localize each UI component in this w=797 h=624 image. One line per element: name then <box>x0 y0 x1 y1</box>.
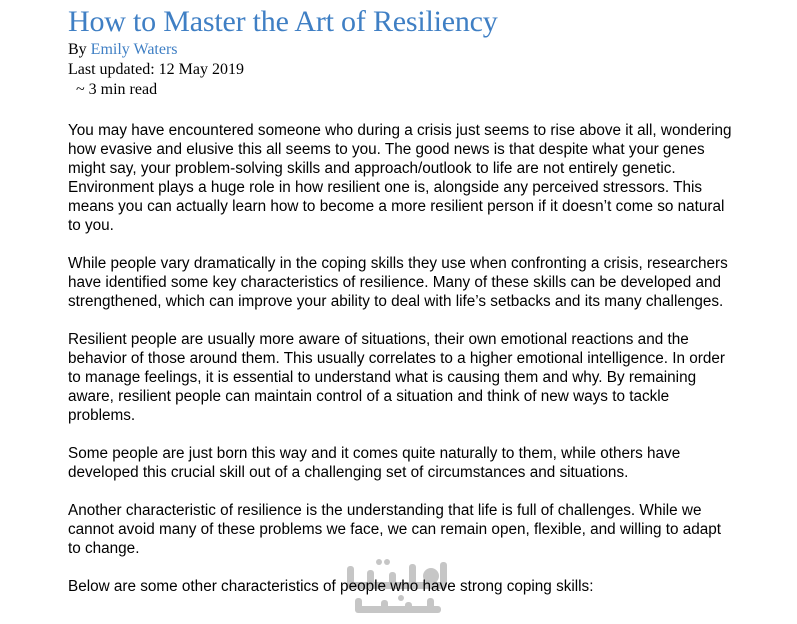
paragraph: You may have encountered someone who during a crisis just seems to rise above it all, wondering how evasive and elusive this all seems to you. The good news is that despite what your genes might say, your problem-solving skills and approach/outlook to life are not entirely genetic. Environment plays a huge role in how resilient one is, alongside any perceived stressors. This means you can actually learn how to become a more resilient person if it doesn’t come so natural to you. <box>68 122 732 234</box>
paragraph: Some people are just born this way and it comes quite naturally to them, while others have developed this crucial skill out of a challenging set of circumstances and situations. <box>68 445 681 481</box>
paragraph: Another characteristic of resilience is the understanding that life is full of challenges. While we cannot avoid many of these problems we face, we can remain open, flexible, and willing to adapt to change. <box>68 502 722 557</box>
byline <box>68 40 768 60</box>
paragraph: Resilient people are usually more aware of situations, their own emotional reactions and the behavior of those around them. This usually correlates to a higher emotional intelligence. In order to manage feelings, it is essential to understand what is causing them and why. By remaining aware, resilient people can maintain control of a situation and think of new ways to tackle problems. <box>68 331 726 424</box>
paragraph: While people vary dramatically in the coping skills they use when confronting a crisis, researchers have identified some key characteristics of resilience. Many of these skills can be developed and strengthened, which can improve your ability to deal with life’s setbacks and its many challenges. <box>68 255 728 310</box>
article-header <box>68 4 768 100</box>
byline-prefix: By <box>68 41 91 58</box>
article-title: How to Master the Art of Resiliency <box>68 5 498 38</box>
paragraph: Below are some other characteristics of people who have strong coping skills: <box>68 578 594 595</box>
author-link[interactable]: Emily Waters <box>90 41 178 58</box>
article-body <box>68 121 738 615</box>
read-time: ~ 3 min read <box>76 81 158 98</box>
last-updated: Last updated: 12 May 2019 <box>68 61 244 78</box>
